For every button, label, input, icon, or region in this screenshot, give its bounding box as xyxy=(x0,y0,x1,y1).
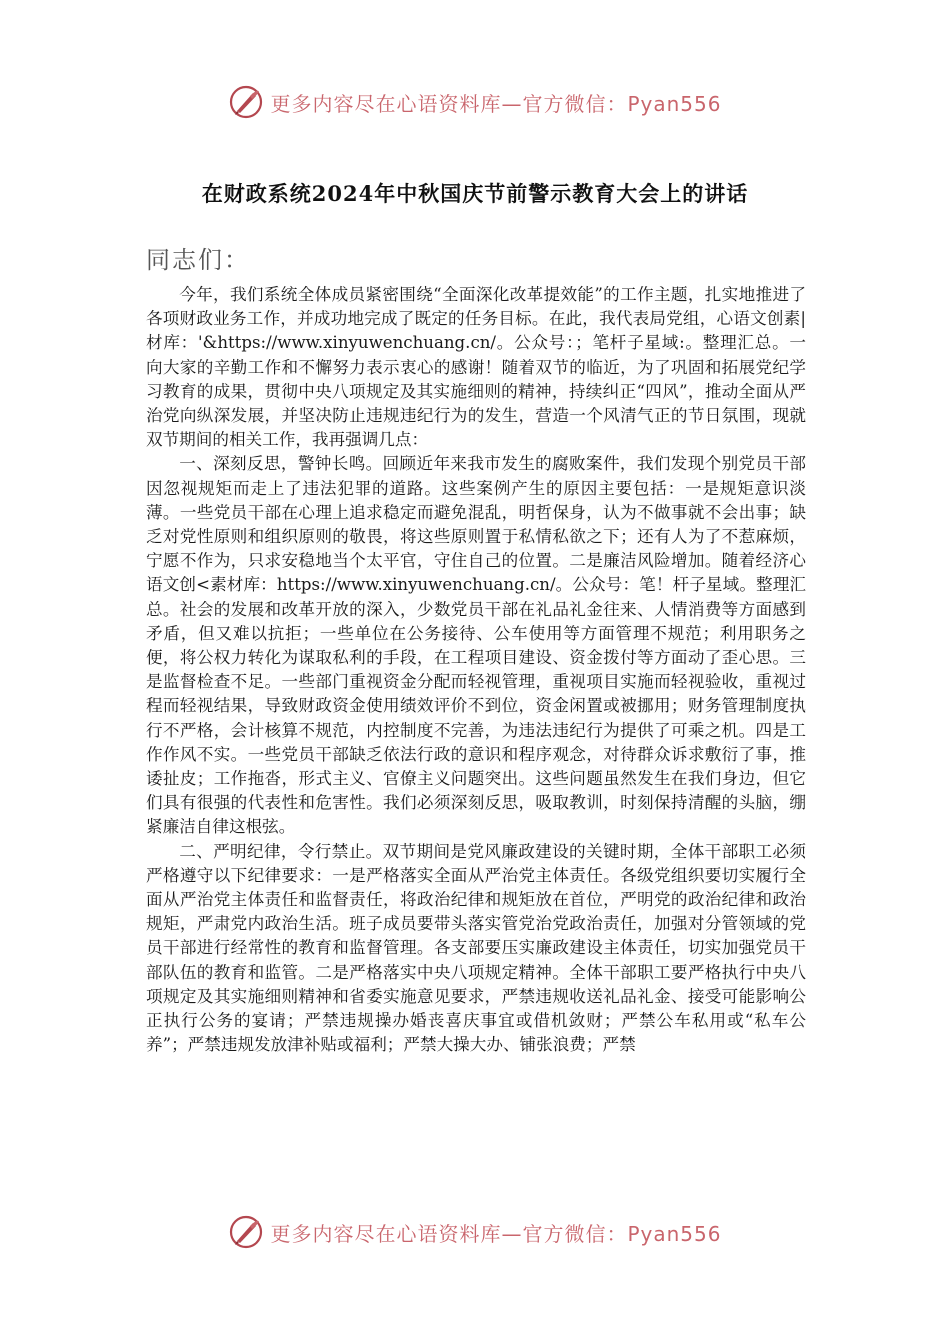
paragraph-section-one: 一、深刻反思，警钟长鸣。回顾近年来我市发生的腐败案件，我们发现个别党员干部因忽视规矩而走上了违法犯罪的道路。这些案例产生的原因主要包括：一是规矩意识淡薄。一些党员干部在心理上追求稳定而避免混乱，明哲保身，认为不做事就不会出事；缺乏对党性原则和组织原则的敬畏，将这些原则置于私情私欲之下；还有人为了不惹麻烦，宁愿不作为，只求安稳地当个太平官，守住自己的位置。二是廉洁风险增加。随着经济心语文创<素材库：https://www.xinyuwenchuang.cn/。公众号：笔！杆子星域。整理汇总。社会的发展和改革开放的深入，少数党员干部在礼品礼金往来、人情消费等方面感到矛盾，但又难以抗拒；一些单位在公务接待、公车使用等方面管理不规范；利用职务之便，将公权力转化为谋取私利的手段，在工程项目建设、资金拨付等方面动了歪心思。三是监督检查不足。一些部门重视资金分配而轻视管理，重视项目实施而轻视验收，重视过程而轻视结果，导致财政资金使用绩效评价不到位，资金闲置或被挪用；财务管理制度执行不严格，会计核算不规范，内控制度不完善，为违法违纪行为提供了可乘之机。四是工作作风不实。一些党员干部缺乏依法行政的意识和程序观念，对待群众诉求敷衍了事，推诿扯皮；工作拖沓，形式主义、官僚主义问题突出。这些问题虽然发生在我们身边，但它们具有很强的代表性和危害性。我们必须深刻反思，吸取教训，时刻保持清醒的头脑，绷紧廉洁自律这根弦。 xyxy=(146,454,806,837)
paragraph-intro: 今年，我们系统全体成员紧密围绕“全面深化改革提效能”的工作主题，扎实地推进了各项财政业务工作，并成功地完成了既定的任务目标。在此，我代表局党组，心语文创素|材库：'&https://www.xinyuwenchuang.cn/。公众号：；笔杆子星域:。整理汇总。一向大家的辛勤工作和不懈努力表示衷心的感谢！随着双节的临近，为了巩固和拓展党纪学习教育的成果，贯彻中央八项规定及其实施细则的精神，持续纠正“四风”，推动全面从严治党向纵深发展，并坚决防止违规违纪行为的发生，营造一个风清气正的节日氛围，现就双节期间的相关工作，我再强调几点： xyxy=(146,285,806,450)
salutation: 同志们： xyxy=(146,246,250,274)
quill-pen-logo-icon xyxy=(228,1214,264,1250)
watermark-text: 更多内容尽在心语资料库—官方微信：Pyan556 xyxy=(270,1221,722,1246)
paragraph-section-two: 二、严明纪律，令行禁止。双节期间是党风廉政建设的关键时期，全体干部职工必须严格遵守以下纪律要求：一是严格落实全面从严治党主体责任。各级党组织要切实履行全面从严治党主体责任和监督责任，将政治纪律和规矩放在首位，严明党的政治纪律和政治规矩，严肃党内政治生活。班子成员要带头落实管党治党政治责任，加强对分管领域的党员干部进行经常性的教育和监督管理。各支部要压实廉政建设主体责任，切实加强党员干部队伍的教育和监管。二是严格落实中央八项规定精神。全体干部职工要严格执行中央八项规定及其实施细则精神和省委实施意见要求，严禁违规收送礼品礼金、接受可能影响公正执行公务的宴请；严禁违规操办婚丧喜庆事宜或借机敛财；严禁公车私用或“私车公养”；严禁违规发放津补贴或福利；严禁大操大办、铺张浪费；严禁 xyxy=(146,841,806,1055)
document-body xyxy=(146,283,806,1058)
watermark-text: 更多内容尽在心语资料库—官方微信：Pyan556 xyxy=(270,91,722,116)
quill-pen-logo-icon xyxy=(228,84,264,120)
header-watermark-banner xyxy=(0,82,950,122)
document-title: 在财政系统2024年中秋国庆节前警示教育大会上的讲话 xyxy=(201,181,749,206)
footer-watermark-banner xyxy=(0,1212,950,1252)
